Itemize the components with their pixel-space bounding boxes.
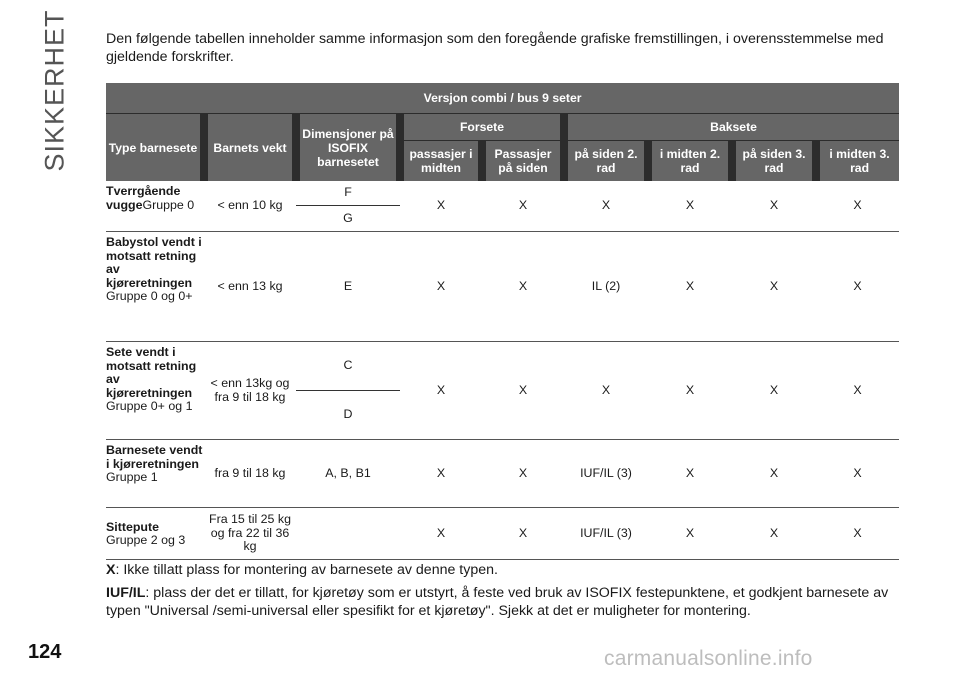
seat-value-cell: X xyxy=(400,232,482,342)
header-row-groups xyxy=(106,114,899,141)
child-seat-table xyxy=(106,83,899,560)
seat-value-cell: X xyxy=(564,342,648,440)
isofix-cell xyxy=(296,342,400,440)
child-seat-table-container xyxy=(106,83,899,560)
seat-value-cell: X xyxy=(732,440,816,508)
weight-cell: Fra 15 til 25 kg og fra 22 til 36 kg xyxy=(204,508,296,560)
isofix-cell: A, B, B1 xyxy=(296,440,400,508)
isofix-class-top: F xyxy=(344,185,352,200)
seat-value-cell: X xyxy=(732,181,816,232)
table-row xyxy=(106,232,899,342)
seat-type-group: Gruppe 1 xyxy=(106,470,158,484)
seat-value-cell: X xyxy=(648,508,732,560)
seat-value-cell: X xyxy=(400,181,482,232)
col-header-weight: Barnets vekt xyxy=(204,114,296,182)
seat-value-cell: X xyxy=(816,232,899,342)
isofix-cell: E xyxy=(296,232,400,342)
seat-value-cell: X xyxy=(816,440,899,508)
table-row xyxy=(106,508,899,560)
seat-value-cell: X xyxy=(816,181,899,232)
legend xyxy=(106,561,902,625)
seat-value-cell: IUF/IL (3) xyxy=(564,440,648,508)
seat-header: Passasjer på siden xyxy=(482,141,564,182)
isofix-class-bottom: G xyxy=(343,210,353,225)
seat-type-name: Barnesete vendt i kjøreretningen xyxy=(106,443,203,471)
seat-value-cell: X xyxy=(732,508,816,560)
seat-value-cell: X xyxy=(648,232,732,342)
row-header xyxy=(106,232,204,342)
col-header-type: Type barnesete xyxy=(106,114,204,182)
intro-paragraph: Den følgende tabellen inneholder samme informasjon som den foregående grafiske fremstillingen, i overensstemmelse med gjeldende forskrifter. xyxy=(106,31,884,65)
seat-type-group: Gruppe 0+ og 1 xyxy=(106,399,193,413)
legend-iuf xyxy=(106,584,902,620)
seat-value-cell: IUF/IL (3) xyxy=(564,508,648,560)
col-header-isofix: Dimensjoner på ISOFIX barnesetet xyxy=(296,114,400,182)
group-header-rear: Baksete xyxy=(564,114,899,141)
seat-type-name: Sittepute xyxy=(106,519,160,534)
seat-value-cell: X xyxy=(816,342,899,440)
seat-header: på siden 2. rad xyxy=(564,141,648,182)
seat-value-cell: X xyxy=(564,181,648,232)
seat-value-cell: X xyxy=(648,440,732,508)
section-title-text: SIKKERHET xyxy=(39,8,70,172)
seat-type-name: Sete vendt i motsatt retning av kjøreretningen xyxy=(106,345,197,400)
seat-value-cell: X xyxy=(482,181,564,232)
isofix-cell xyxy=(296,508,400,560)
weight-cell: < enn 13 kg xyxy=(204,232,296,342)
seat-value-cell: X xyxy=(482,440,564,508)
row-header xyxy=(106,342,204,440)
seat-value-cell: X xyxy=(400,440,482,508)
group-header-front: Forsete xyxy=(400,114,564,141)
seat-value-cell: X xyxy=(482,508,564,560)
isofix-cell xyxy=(296,181,400,232)
seat-value-cell: X xyxy=(400,508,482,560)
seat-value-cell: X xyxy=(732,342,816,440)
header-row-version xyxy=(106,83,899,114)
page-number: 124 xyxy=(28,641,62,663)
legend-x xyxy=(106,561,902,579)
legend-x-text: : Ikke tillatt plass for montering av barnesete av denne typen. xyxy=(115,562,498,578)
row-header xyxy=(106,181,204,232)
weight-cell: fra 9 til 18 kg xyxy=(204,440,296,508)
seat-value-cell: X xyxy=(482,342,564,440)
row-header xyxy=(106,440,204,508)
seat-value-cell: X xyxy=(482,232,564,342)
weight-cell: < enn 13kg og fra 9 til 18 kg xyxy=(204,342,296,440)
seat-type-name: Tverrgående vugge xyxy=(106,184,181,212)
seat-header: i midten 3. rad xyxy=(816,141,899,182)
seat-type-name: Babystol vendt i motsatt retning av kjøreretningen xyxy=(106,235,202,290)
table-row xyxy=(106,342,899,440)
legend-iuf-text: : plass der det er tillatt, for kjøretøy som er utstyrt, å feste ved bruk av ISOFIX festepunktene, et godkjent barnesete av typen "Universal /semi-universal eller spesifikt for et kjøretøy". Sjekk at det er muligheter for montering. xyxy=(106,585,889,619)
seat-value-cell: X xyxy=(648,181,732,232)
seat-header: i midten 2. rad xyxy=(648,141,732,182)
table-row xyxy=(106,440,899,508)
table-row xyxy=(106,181,899,232)
seat-value-cell: X xyxy=(816,508,899,560)
isofix-class-top: C xyxy=(343,358,353,373)
seat-value-cell: IL (2) xyxy=(564,232,648,342)
seat-type-group: Gruppe 0 og 0+ xyxy=(106,289,193,303)
legend-x-key: X xyxy=(106,562,116,578)
version-header: Versjon combi / bus 9 seter xyxy=(106,83,899,114)
watermark: carmanualsonline.info xyxy=(604,647,813,670)
seat-value-cell: X xyxy=(732,232,816,342)
seat-value-cell: X xyxy=(648,342,732,440)
seat-value-cell: X xyxy=(400,342,482,440)
seat-header: passasjer i midten xyxy=(400,141,482,182)
legend-iuf-key: IUF/IL xyxy=(106,585,146,601)
seat-header: på siden 3. rad xyxy=(732,141,816,182)
isofix-class-bottom: D xyxy=(343,407,353,422)
section-title-vertical xyxy=(30,8,80,172)
row-header xyxy=(106,508,204,560)
seat-type-group: Gruppe 2 og 3 xyxy=(106,533,186,547)
seat-type-group: Gruppe 0 xyxy=(142,197,195,212)
weight-cell: < enn 10 kg xyxy=(204,181,296,232)
